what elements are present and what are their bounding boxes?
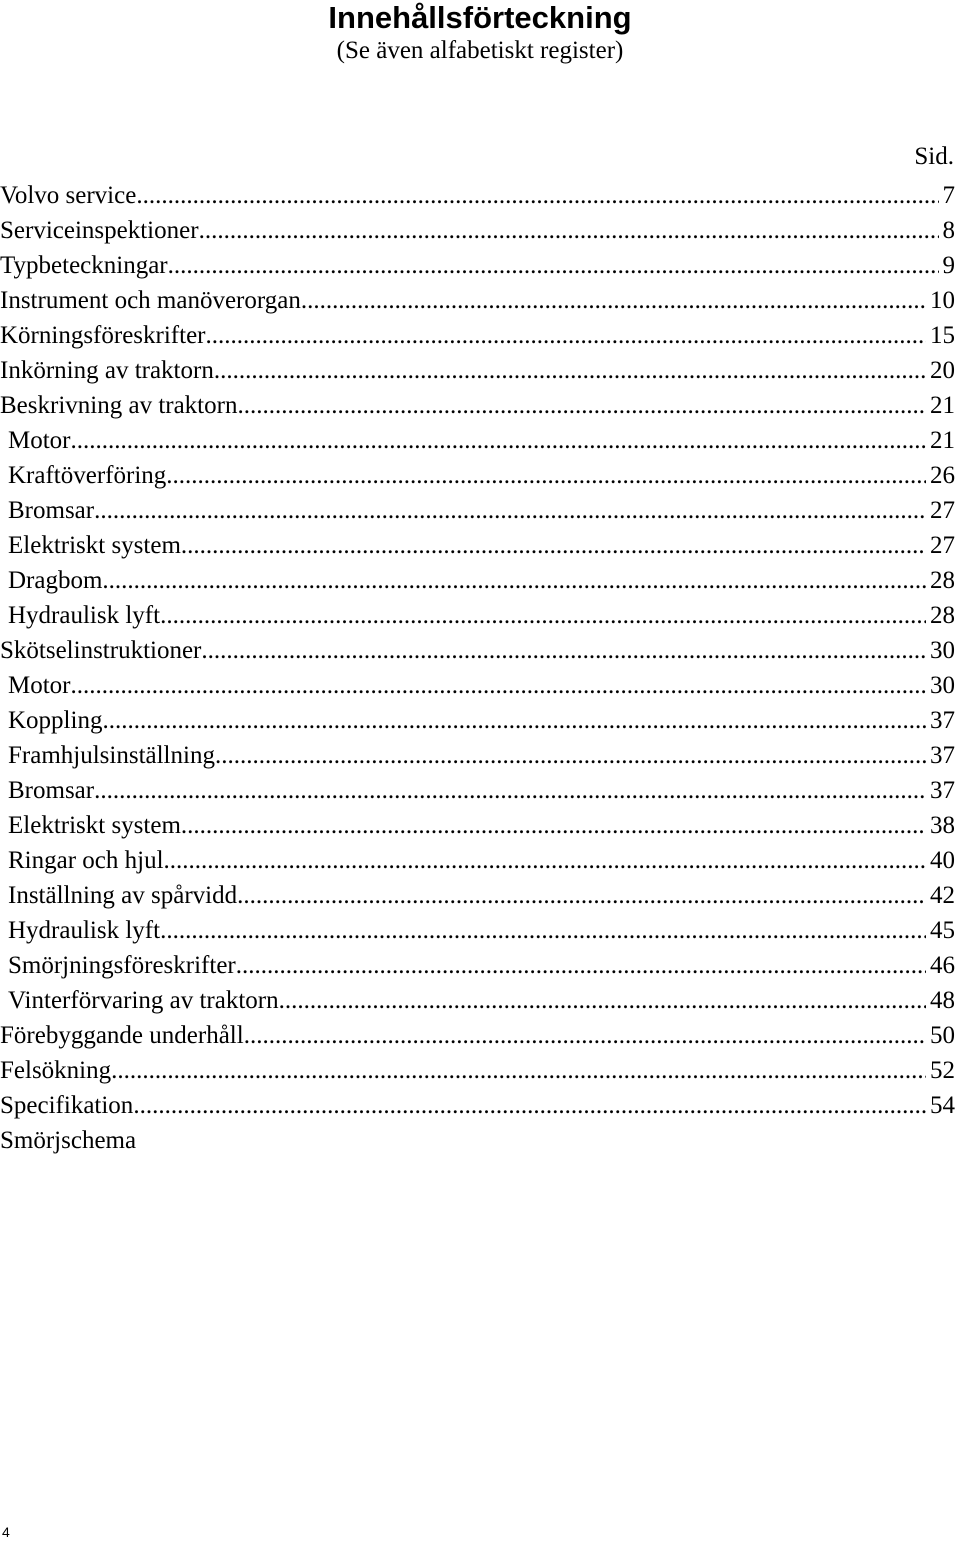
toc-entry-page: 46 [930,952,955,979]
toc-entry-label: Ringar och hjul [8,847,164,874]
toc-entry-label: Smörjningsföreskrifter [8,952,236,979]
toc-entry[interactable] [0,911,955,946]
toc-entry[interactable] [0,1121,955,1156]
table-of-contents [0,176,955,1156]
toc-entry-label: Kraftöverföring [8,462,167,489]
page-column-header: Sid. [914,143,954,170]
dot-leader [237,881,926,911]
toc-entry-page: 48 [930,987,955,1014]
toc-entry-page: 30 [930,637,955,664]
toc-entry-page: 37 [930,742,955,769]
toc-entry-label: Instrument och manöverorgan [0,287,301,314]
toc-entry-page: 15 [930,322,955,349]
toc-entry[interactable] [0,1016,955,1051]
toc-entry-label: Dragbom [8,567,103,594]
toc-entry-page: 42 [930,882,955,909]
toc-entry[interactable] [0,316,955,351]
toc-entry-label: Motor [8,427,71,454]
dot-leader [199,216,939,246]
dot-leader [102,706,926,736]
toc-entry-page: 40 [930,847,955,874]
toc-entry[interactable] [0,351,955,386]
toc-entry[interactable] [0,771,955,806]
dot-leader [279,986,926,1016]
toc-entry-label: Skötselinstruktioner [0,637,202,664]
toc-entry-page: 37 [930,707,955,734]
toc-entry[interactable] [0,281,955,316]
toc-entry-label: Motor [8,672,71,699]
toc-entry-page: 38 [930,812,955,839]
toc-entry-page: 37 [930,777,955,804]
toc-entry-label: Hydraulisk lyft [8,917,161,944]
document-subtitle: (Se även alfabetiskt register) [336,37,624,64]
toc-entry[interactable] [0,211,955,246]
toc-entry-page: 21 [930,392,955,419]
toc-entry-label: Koppling [8,707,103,734]
toc-entry[interactable] [0,596,955,631]
toc-entry[interactable] [0,386,955,421]
toc-entry[interactable] [0,701,955,736]
dot-leader [236,951,926,981]
toc-entry-page: 8 [942,217,955,244]
toc-entry-page: 28 [930,602,955,629]
toc-entry[interactable] [0,841,955,876]
toc-entry-page: 30 [930,672,955,699]
toc-entry[interactable] [0,491,955,526]
toc-entry-label: Serviceinspektioner [0,217,199,244]
toc-entry[interactable] [0,1086,955,1121]
toc-entry-page: 21 [930,427,955,454]
dot-leader [136,181,938,211]
toc-entry[interactable] [0,666,955,701]
document-title: Innehållsförteckning [328,0,632,35]
toc-entry[interactable] [0,876,955,911]
dot-leader [94,776,926,806]
dot-leader [111,1056,926,1086]
toc-entry[interactable] [0,246,955,281]
toc-entry-page: 50 [930,1022,955,1049]
toc-entry-label: Körningsföreskrifter [0,322,206,349]
dot-leader [237,391,926,421]
toc-entry-label: Volvo service [0,182,137,209]
toc-entry-label: Hydraulisk lyft [8,602,161,629]
dot-leader [206,321,927,351]
toc-entry-label: Inkörning av traktorn [0,357,214,384]
toc-entry[interactable] [0,421,955,456]
dot-leader [71,671,927,701]
toc-entry[interactable] [0,176,955,211]
toc-entry-label: Framhjulsinställning [8,742,215,769]
dot-leader [181,531,926,561]
toc-entry[interactable] [0,1051,955,1086]
dot-leader [102,566,926,596]
toc-entry-page: 26 [930,462,955,489]
page-number: 4 [2,1524,10,1540]
toc-entry-page: 45 [930,917,955,944]
dot-leader [160,601,926,631]
toc-entry-page: 10 [930,287,955,314]
dot-leader [201,636,926,666]
dot-leader [164,846,926,876]
toc-entry-label: Bromsar [8,497,95,524]
toc-entry-page: 7 [942,182,955,209]
toc-entry-page: 28 [930,567,955,594]
toc-entry-page: 27 [930,497,955,524]
toc-entry-page: 20 [930,357,955,384]
dot-leader [168,251,939,281]
dot-leader [214,356,926,386]
toc-entry[interactable] [0,806,955,841]
toc-entry-label: Felsökning [0,1057,112,1084]
dot-leader [244,1021,926,1051]
toc-entry-label: Beskrivning av traktorn [0,392,238,419]
toc-entry-label: Vinterförvaring av traktorn [8,987,279,1014]
toc-entry-label: Inställning av spårvidd [8,882,238,909]
toc-entry[interactable] [0,946,955,981]
toc-entry-label: Specifikation [0,1092,134,1119]
toc-entry-page: 54 [930,1092,955,1119]
toc-entry[interactable] [0,561,955,596]
toc-entry-label: Elektriskt system [8,812,181,839]
toc-entry[interactable] [0,456,955,491]
toc-entry[interactable] [0,736,955,771]
dot-leader [301,286,926,316]
dot-leader [181,811,926,841]
toc-entry-label: Smörjschema [0,1127,137,1154]
dot-leader [160,916,926,946]
toc-entry-page: 27 [930,532,955,559]
toc-entry[interactable] [0,981,955,1016]
dot-leader [133,1091,926,1121]
dot-leader [71,426,927,456]
toc-entry[interactable] [0,631,955,666]
toc-entry-label: Typbeteckningar [0,252,168,279]
dot-leader [94,496,926,526]
toc-entry-label: Förebyggande underhåll [0,1022,244,1049]
dot-leader [215,741,926,771]
toc-entry-page: 52 [930,1057,955,1084]
toc-entry-label: Elektriskt system [8,532,181,559]
toc-entry[interactable] [0,526,955,561]
dot-leader [166,461,926,491]
toc-entry-label: Bromsar [8,777,95,804]
toc-entry-page: 9 [942,252,955,279]
